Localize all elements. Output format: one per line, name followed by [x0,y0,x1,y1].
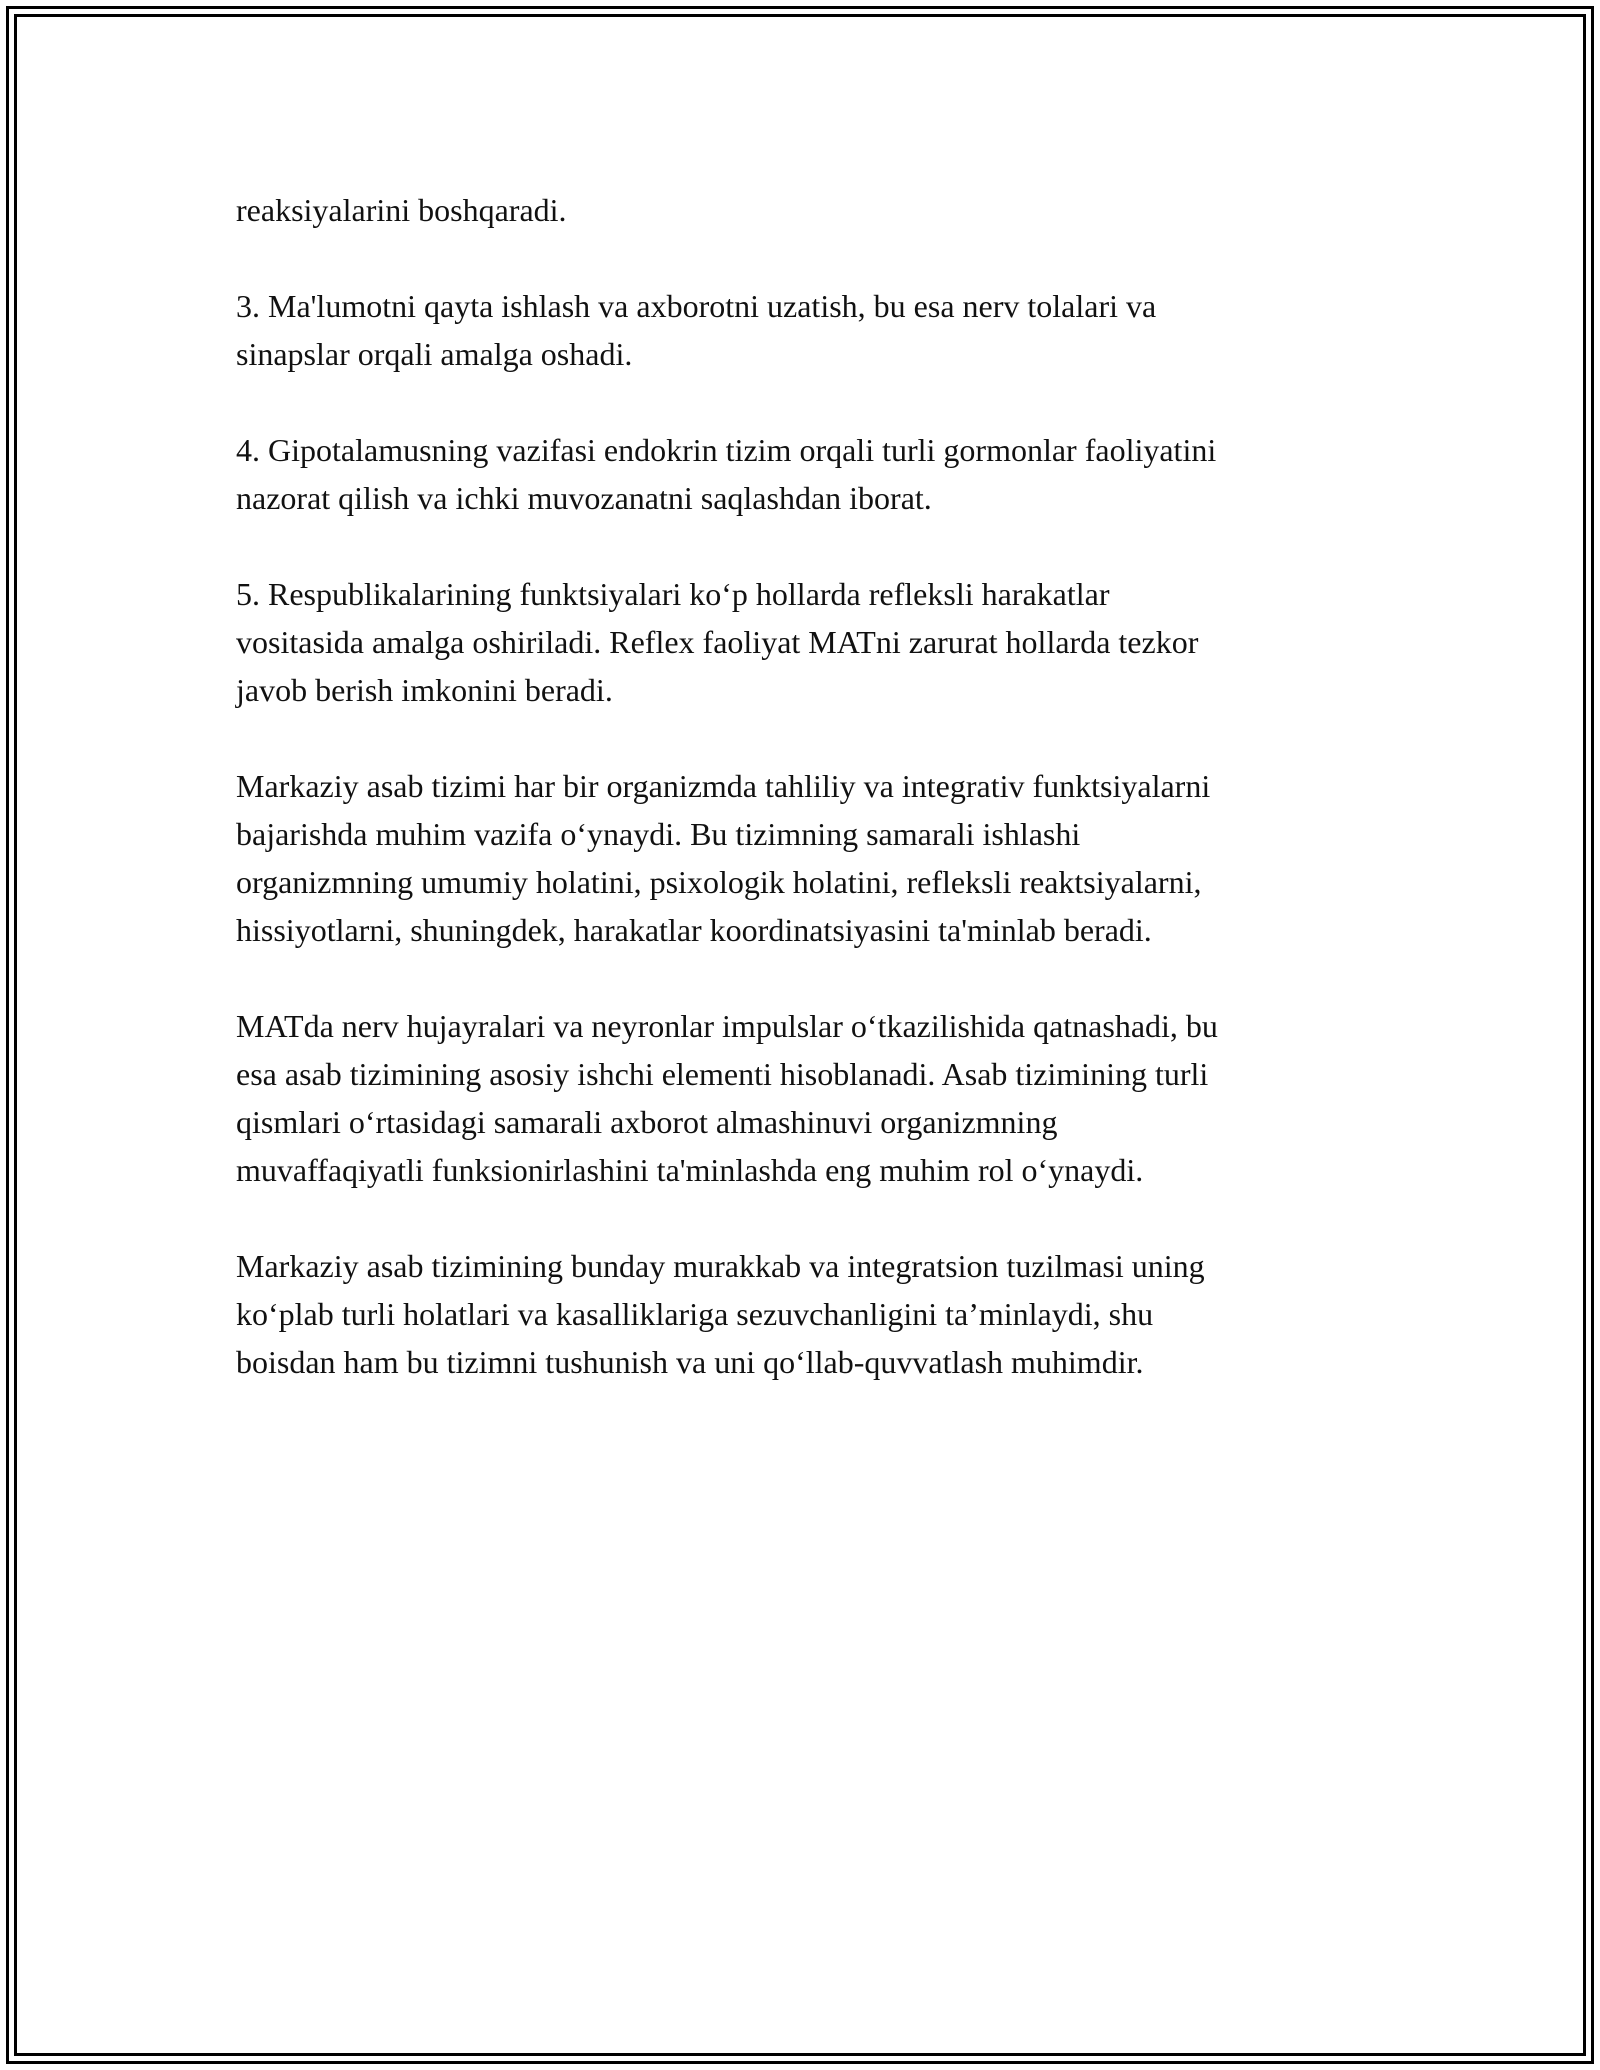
paragraph-cns-overview: Markaziy asab tizimi har bir organizmda tahliliy va integrativ funktsiyalarni bajarishda muhim vazifa o‘ynaydi. Bu tizimning samarali ishlashi organizmning umumiy holatini, psixologik holatini, refleksli reaktsiyalarni, hissiyotlarni, shuningdek, harakatlar koordinatsiyasini ta'minlab beradi. [236,768,1211,948]
paragraph-item-4: 4. Gipotalamusning vazifasi endokrin tizim orqali turli gormonlar faoliyatini nazorat qilish va ichki muvozanatni saqlashdan iborat. [236,432,1217,516]
paragraph-conclusion: Markaziy asab tizimining bunday murakkab va integratsion tuzilmasi uning ko‘plab turli holatlari va kasalliklariga sezuvchanligini ta’minlaydi, shu boisdan ham bu tizimni tushunish va uni qo‘llab-quvvatlash muhimdir. [236,1248,1205,1380]
paragraph-item-5: 5. Respublikalarining funktsiyalari ko‘p hollarda refleksli harakatlar vositasida amalga oshiriladi. Reflex faoliyat MATni zarurat hollarda tezkor javob berish imkonini beradi. [236,576,1199,708]
paragraph-neurons: MATda nerv hujayralari va neyronlar impulslar o‘tkazilishida qatnashadi, bu esa asab tizimining asosiy ishchi elementi hisoblanadi. Asab tizimining turli qismlari o‘rtasidagi samarali axborot almashinuvi organizmning muvaffaqiyatli funksionirlashini ta'minlashda eng muhim rol o‘ynaydi. [236,1008,1218,1188]
paragraph-item-3: 3. Ma'lumotni qayta ishlash va axborotni uzatish, bu esa nerv tolalari va sinapslar orqali amalga oshadi. [236,288,1157,372]
document-body [236,186,1376,1434]
paragraph-continuation: reaksiyalarini boshqaradi. [236,192,567,228]
